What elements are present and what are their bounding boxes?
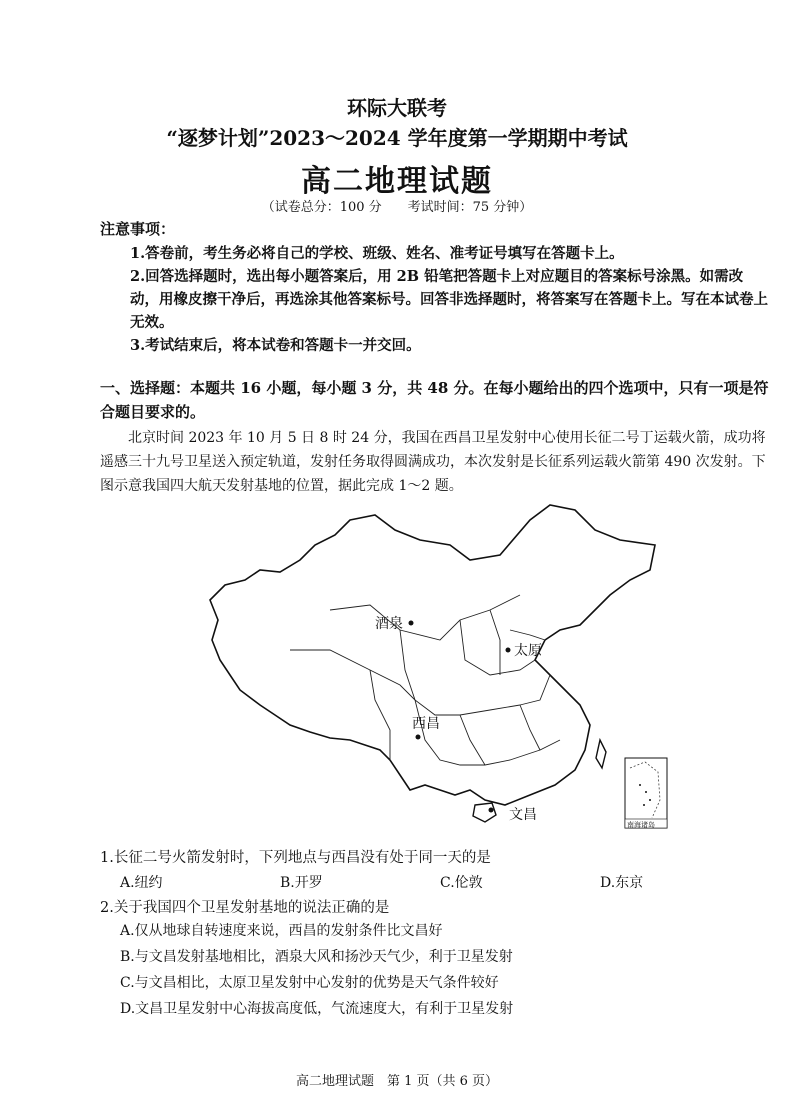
- notice-list: [130, 242, 770, 357]
- option-d[interactable]: D.东京: [600, 875, 644, 891]
- section-heading: 一、选择题：本题共 16 小题，每小题 3 分，共 48 分。在每小题给出的四个选项中，只有一项是符合题目要求的。: [100, 379, 769, 421]
- label-jiuquan: 酒泉: [375, 616, 403, 632]
- question-2-stem: 2.关于我国四个卫星发射基地的说法正确的是: [100, 900, 390, 916]
- option-b[interactable]: B.与文昌发射基地相比，酒泉大风和扬沙天气少，利于卫星发射: [120, 949, 513, 965]
- label-wenchang: 文昌: [509, 807, 537, 823]
- notice-item: 1.答卷前，考生务必将自己的学校、班级、姓名、准考证号填写在答题卡上。: [130, 245, 624, 262]
- paper-title: 高二地理试题: [301, 164, 493, 199]
- inset-label: 南海诸岛: [627, 821, 655, 829]
- question-1-options: [120, 872, 760, 892]
- wenchang-dot: [489, 808, 494, 813]
- question-1-stem: 1.长征二号火箭发射时，下列地点与西昌没有处于同一天的是: [100, 850, 491, 866]
- notice-title: 注意事项：: [100, 220, 176, 238]
- province-boundaries: [290, 595, 560, 765]
- option-d[interactable]: D.文昌卫星发射中心海拔高度低，气流速度大，有利于卫星发射: [120, 1001, 514, 1017]
- option-a[interactable]: A.纽约: [120, 875, 163, 891]
- hainan-island: [473, 803, 496, 822]
- exam-name: “逐梦计划”2023～2024 学年度第一学期期中考试: [166, 126, 628, 150]
- china-map: [200, 500, 670, 835]
- notice-item: 3.考试结束后，将本试卷和答题卡一并交回。: [130, 337, 421, 354]
- exam-meta: （试卷总分：100 分 考试时间：75 分钟）: [261, 200, 533, 215]
- south-china-sea-inset: [625, 758, 667, 829]
- jiuquan-dot: [409, 621, 414, 626]
- question-2-options: [120, 918, 760, 1022]
- label-taiyuan: 太原: [514, 643, 542, 659]
- option-b[interactable]: B.开罗: [280, 875, 323, 891]
- taiwan-island: [596, 740, 606, 768]
- exam-union-title: 环际大联考: [347, 96, 447, 120]
- option-c[interactable]: C.伦敦: [440, 875, 483, 891]
- taiyuan-dot: [506, 648, 511, 653]
- notice-item: 2.回答选择题时，选出每小题答案后，用 2B 铅笔把答题卡上对应题目的答案标号涂黑。如需改动，用橡皮擦干净后，再选涂其他答案标号。回答非选择题时，将答案写在答题卡上。写在本试卷上无效。: [130, 268, 768, 331]
- xichang-dot: [416, 735, 421, 740]
- page-footer: 高二地理试题 第 1 页（共 6 页）: [295, 1074, 499, 1089]
- option-c[interactable]: C.与文昌相比，太原卫星发射中心发射的优势是天气条件较好: [120, 975, 499, 991]
- china-outline: [210, 505, 655, 805]
- label-xichang: 西昌: [412, 716, 440, 732]
- question-passage: 北京时间 2023 年 10 月 5 日 8 时 24 分，我国在西昌卫星发射中心使用长征二号丁运载火箭，成功将遥感三十九号卫星送入预定轨道，发射任务取得圆满成功，本次发射是长征系列运载火箭第 490 次发射。下图示意我国四大航天发射基地的位置，据此完成 1～2 题。: [100, 430, 766, 494]
- option-a[interactable]: A.仅从地球自转速度来说，西昌的发射条件比文昌好: [120, 923, 443, 939]
